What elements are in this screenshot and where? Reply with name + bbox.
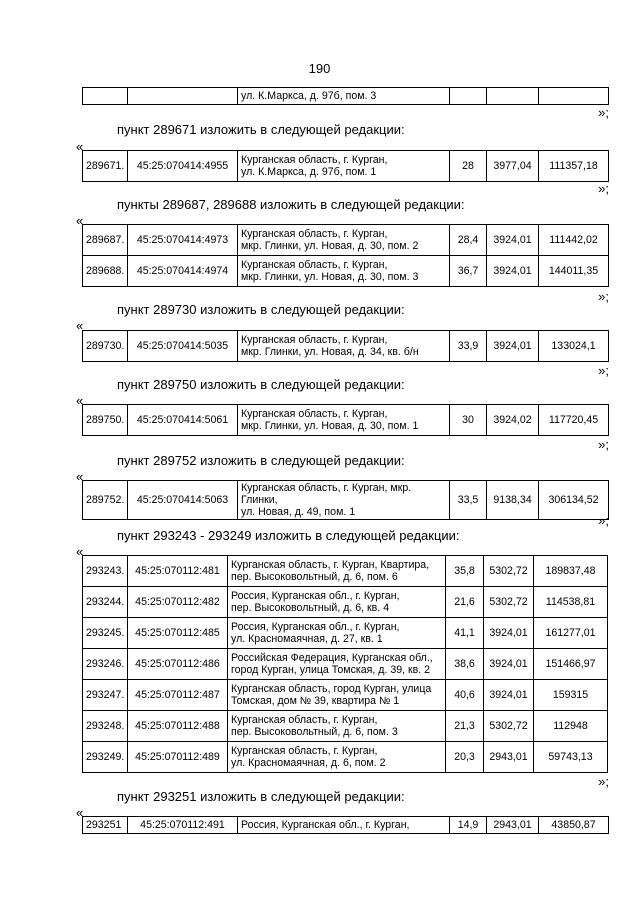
section-heading: пункт 289671 изложить в следующей редакции: — [117, 122, 405, 137]
address-line: Курганская область, город Курган, улица — [231, 683, 432, 695]
address-line: Курганская область, г. Курган, — [231, 714, 378, 726]
number-cell: 289730. — [83, 331, 128, 362]
total-cell: 151466,97 — [534, 649, 608, 680]
closing-quote: »; — [598, 363, 609, 378]
total-cell: 133024,1 — [539, 331, 609, 362]
number-cell: 293245. — [83, 618, 128, 649]
opening-quote: « — [76, 139, 84, 154]
address-line: Курганская область, г. Курган, — [241, 228, 388, 240]
data-table — [82, 480, 609, 520]
closing-quote: »; — [598, 289, 609, 304]
total-cell: 112948 — [534, 711, 608, 742]
address-line: пер. Высоковольтный, д. 6, пом. 6 — [231, 571, 398, 583]
cadastral-cell: 45:25:070414:5063 — [128, 481, 238, 520]
price-cell: 3924,01 — [487, 256, 539, 287]
total-cell: 306134,52 — [539, 481, 609, 520]
table-row — [83, 225, 609, 256]
price-cell: 5302,72 — [484, 587, 534, 618]
table-row — [83, 88, 609, 105]
address-line: ул. Красномаячная, д. 6, пом. 2 — [231, 757, 386, 769]
first-table — [82, 87, 609, 105]
address-line: пер. Высоковольтный, д. 6, кв. 4 — [231, 602, 390, 614]
cadastral-cell: 45:25:070414:4955 — [128, 151, 238, 182]
price-cell: 3924,01 — [484, 649, 534, 680]
closing-quote: »; — [598, 774, 609, 789]
cadastral-cell: 45:25:070112:488 — [128, 711, 228, 742]
number-cell: 289688. — [83, 256, 128, 287]
address-cell — [238, 151, 450, 182]
address-line: Курганская область, г. Курган, мкр. Глинки, — [241, 482, 412, 506]
page-number: 190 — [308, 61, 331, 76]
table-row — [83, 331, 609, 362]
area-cell: 33,5 — [450, 481, 487, 520]
total-cell: 43850,87 — [539, 817, 609, 834]
address-line: пер. Высоковольтный, д. 6, пом. 3 — [231, 726, 398, 738]
section-heading: пункт 289730 изложить в следующей редакции: — [117, 302, 405, 317]
area-cell: 21,3 — [446, 711, 484, 742]
area-cell: 30 — [450, 405, 487, 436]
closing-quote: »; — [598, 105, 609, 120]
table-row — [83, 151, 609, 182]
closing-quote: »; — [598, 513, 609, 528]
total-cell: 161277,01 — [534, 618, 608, 649]
price-cell: 2943,01 — [484, 742, 534, 773]
area-cell: 40,6 — [446, 680, 484, 711]
section-heading: пункт 293251 изложить в следующей редакции: — [117, 789, 405, 804]
cadastral-cell: 45:25:070414:4973 — [128, 225, 238, 256]
address-line: Курганская область, г. Курган, — [241, 334, 388, 346]
number-cell: 293251 — [83, 817, 128, 834]
address-line: город Курган, улица Томская, д. 39, кв. 2 — [231, 664, 431, 676]
address-line: Россия, Курганская обл., г. Курган, — [241, 819, 410, 831]
cadastral-cell: 45:25:070112:487 — [128, 680, 228, 711]
address-cell — [228, 556, 446, 587]
address-cell — [228, 742, 446, 773]
table-row — [83, 587, 608, 618]
address-line: ул. Новая, д. 49, пом. 1 — [241, 506, 356, 518]
price-cell: 5302,72 — [484, 711, 534, 742]
address-cell — [238, 481, 450, 520]
table-row — [83, 618, 608, 649]
cadastral-cell: 45:25:070112:486 — [128, 649, 228, 680]
data-table — [82, 330, 609, 362]
address-cell — [238, 405, 450, 436]
address-cell — [238, 256, 450, 287]
cadastral-cell: 45:25:070414:4974 — [128, 256, 238, 287]
number-cell: 293243. — [83, 556, 128, 587]
price-cell: 5302,72 — [484, 556, 534, 587]
price-cell: 3924,01 — [487, 331, 539, 362]
area-cell: 21,6 — [446, 587, 484, 618]
table-row — [83, 711, 608, 742]
number-cell: 293247. — [83, 680, 128, 711]
cadastral-cell: 45:25:070414:5035 — [128, 331, 238, 362]
price-cell: 3924,01 — [484, 680, 534, 711]
total-cell: 159315 — [534, 680, 608, 711]
total-cell: 117720,45 — [539, 405, 609, 436]
number-cell: 293246. — [83, 649, 128, 680]
area-cell: 28,4 — [450, 225, 487, 256]
cadastral-cell: 45:25:070112:489 — [128, 742, 228, 773]
data-table — [82, 224, 609, 287]
section-heading: пункт 293243 - 293249 изложить в следующей редакции: — [117, 528, 460, 543]
address-line: Россия, Курганская обл., г. Курган, — [231, 590, 400, 602]
number-cell: 289687. — [83, 225, 128, 256]
opening-quote: « — [76, 805, 84, 820]
data-table — [82, 816, 609, 834]
address-cell — [238, 331, 450, 362]
address-cell — [228, 680, 446, 711]
address-line: Курганская область, г. Курган, — [241, 408, 388, 420]
table-row — [83, 405, 609, 436]
address-line: Курганская область, г. Курган, — [241, 259, 388, 271]
address-line: ул. Красномаячная, д. 27, кв. 1 — [231, 633, 383, 645]
address-line: мкр. Глинки, ул. Новая, д. 30, пом. 3 — [241, 271, 419, 283]
total-cell: 144011,35 — [539, 256, 609, 287]
address-line: Томская, дом № 39, квартира № 1 — [231, 695, 400, 707]
table-row — [83, 556, 608, 587]
number-cell: 293244. — [83, 587, 128, 618]
opening-quote: « — [76, 318, 84, 333]
price-cell: 3924,01 — [484, 618, 534, 649]
table-row — [83, 742, 608, 773]
table-row — [83, 481, 609, 520]
address-line: Российская Федерация, Курганская обл., — [231, 652, 433, 664]
price-cell: 9138,34 — [487, 481, 539, 520]
opening-quote: « — [76, 544, 84, 559]
cadastral-cell: 45:25:070414:5061 — [128, 405, 238, 436]
number-cell: 289671. — [83, 151, 128, 182]
address-cell: ул. К.Маркса, д. 97б, пом. 3 — [238, 88, 450, 105]
address-cell — [238, 817, 450, 834]
address-cell — [228, 649, 446, 680]
data-table — [82, 150, 609, 182]
price-cell: 2943,01 — [487, 817, 539, 834]
area-cell: 33,9 — [450, 331, 487, 362]
cadastral-cell: 45:25:070112:481 — [128, 556, 228, 587]
area-cell: 20,3 — [446, 742, 484, 773]
price-cell: 3977,04 — [487, 151, 539, 182]
address-line: мкр. Глинки, ул. Новая, д. 30, пом. 2 — [241, 240, 419, 252]
total-cell: 111442,02 — [539, 225, 609, 256]
address-line: ул. К.Маркса, д. 97б, пом. 1 — [241, 166, 377, 178]
number-cell: 289750. — [83, 405, 128, 436]
opening-quote: « — [76, 393, 84, 408]
cadastral-cell: 45:25:070112:482 — [128, 587, 228, 618]
data-table — [82, 555, 608, 773]
address-cell — [228, 711, 446, 742]
table-row — [83, 256, 609, 287]
total-cell: 111357,18 — [539, 151, 609, 182]
cadastral-cell: 45:25:070112:491 — [128, 817, 238, 834]
address-line: Россия, Курганская обл., г. Курган, — [231, 621, 400, 633]
price-cell: 3924,02 — [487, 405, 539, 436]
number-cell: 293249. — [83, 742, 128, 773]
table-row — [83, 649, 608, 680]
area-cell: 14,9 — [450, 817, 487, 834]
address-cell — [238, 225, 450, 256]
total-cell: 189837,48 — [534, 556, 608, 587]
total-cell: 59743,13 — [534, 742, 608, 773]
area-cell: 36,7 — [450, 256, 487, 287]
closing-quote: »; — [598, 437, 609, 452]
address-line: Курганская область, г. Курган, — [241, 154, 388, 166]
table-row — [83, 680, 608, 711]
number-cell: 293248. — [83, 711, 128, 742]
area-cell: 41,1 — [446, 618, 484, 649]
table-row — [83, 817, 609, 834]
address-cell — [228, 618, 446, 649]
price-cell: 3924,01 — [487, 225, 539, 256]
area-cell: 38,6 — [446, 649, 484, 680]
section-heading: пункт 289750 изложить в следующей редакции: — [117, 377, 405, 392]
closing-quote: »; — [598, 181, 609, 196]
opening-quote: « — [76, 469, 84, 484]
data-table — [82, 404, 609, 436]
section-heading: пункт 289752 изложить в следующей редакции: — [117, 453, 405, 468]
total-cell: 114538,81 — [534, 587, 608, 618]
address-line: мкр. Глинки, ул. Новая, д. 30, пом. 1 — [241, 420, 419, 432]
cadastral-cell: 45:25:070112:485 — [128, 618, 228, 649]
opening-quote: « — [76, 213, 84, 228]
area-cell: 28 — [450, 151, 487, 182]
address-line: Курганская область, г. Курган, — [231, 745, 378, 757]
area-cell: 35,8 — [446, 556, 484, 587]
address-cell — [228, 587, 446, 618]
section-heading: пункты 289687, 289688 изложить в следующей редакции: — [117, 197, 465, 212]
address-line: Курганская область, г. Курган, Квартира, — [231, 559, 430, 571]
number-cell: 289752. — [83, 481, 128, 520]
address-line: мкр. Глинки, ул. Новая, д. 34, кв. б/н — [241, 346, 419, 358]
